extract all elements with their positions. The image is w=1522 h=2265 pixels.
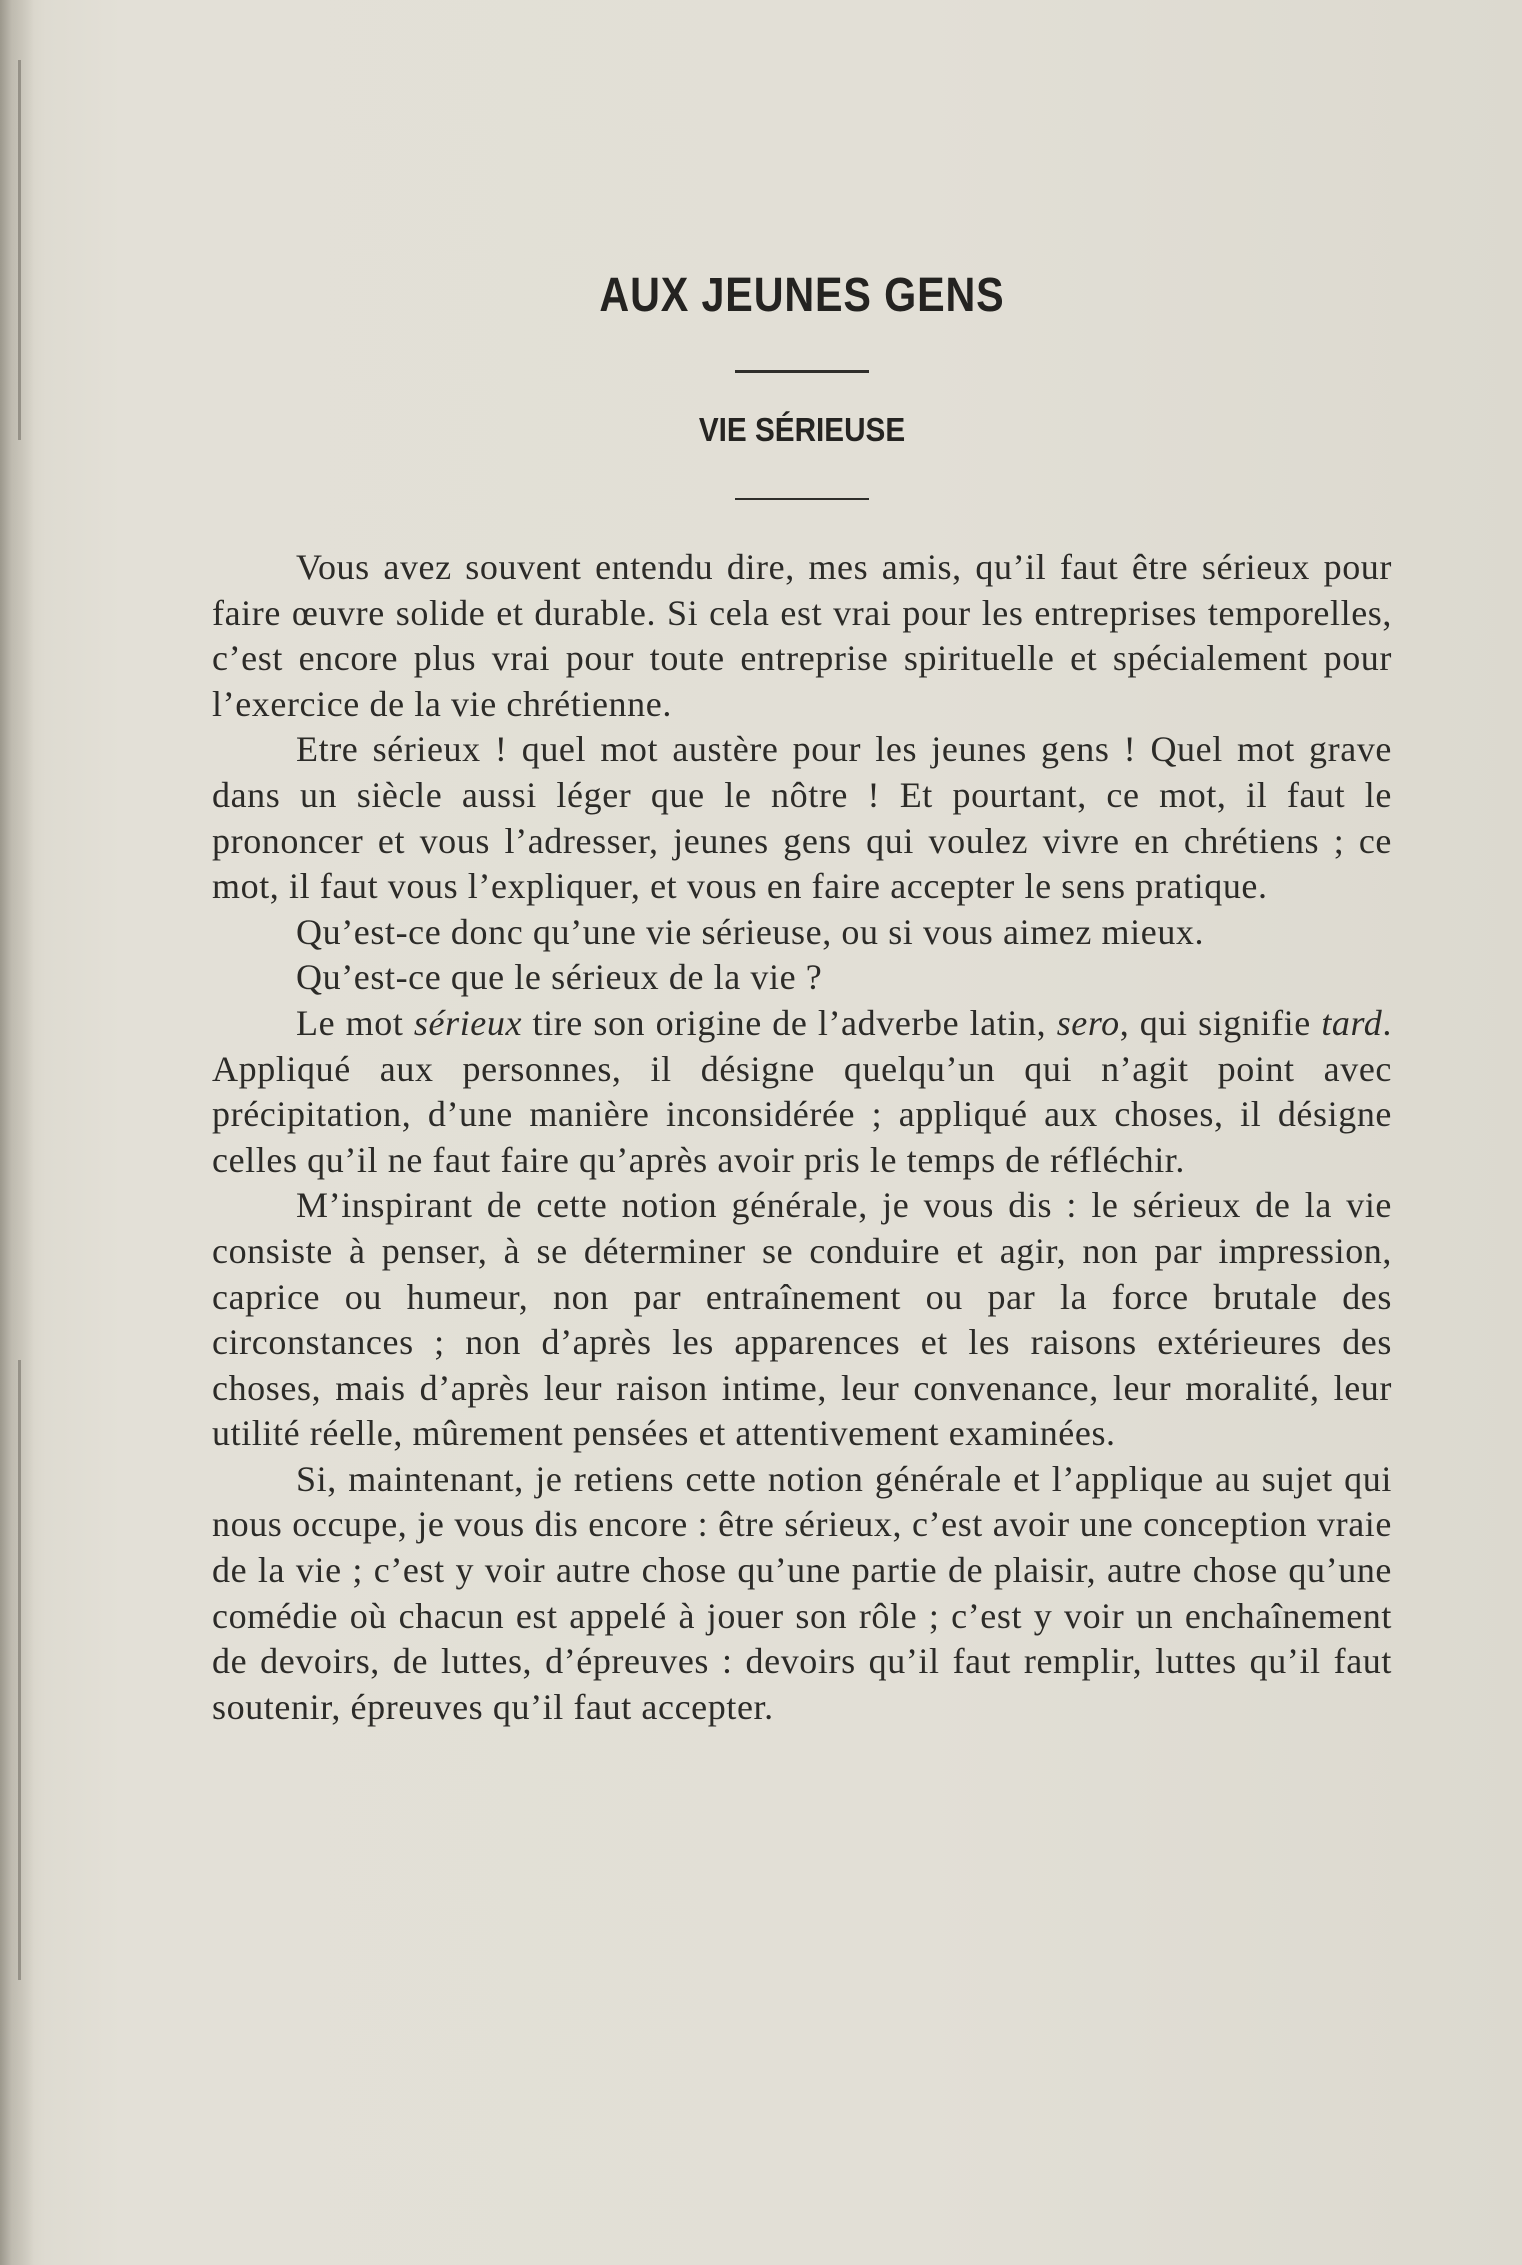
paragraph: Si, maintenant, je retiens cette notion générale et l’applique au sujet qui nous occupe, je vous dis encore : être sérieux, c’est avoir une conception vraie de la vie ; c’est y voir autre chose qu’une partie de plaisir, autre chose qu’une comédie où chacun est appelé à jouer son rôle ; c’est y voir un enchaînement de devoirs, de luttes, d’épreuves : devoirs qu’il faut remplir, luttes qu’il faut soutenir, épreuves qu’il faut accepter. [212, 1458, 1392, 1727]
section-heading: VIE SÉRIEUSE [698, 411, 906, 448]
text-run: , qui signifie [1119, 1002, 1322, 1043]
paragraph: Qu’est-ce donc qu’une vie sérieuse, ou si vous aimez mieux. [296, 911, 1205, 952]
page-title: AUX JEUNES GENS [599, 269, 1005, 322]
paragraph: M’inspirant de cette notion générale, je vous dis : le sérieux de la vie consiste à penser, à se déterminer se conduire et agir, non par impression, caprice ou humeur, non par entraînement ou par la force brutale des circonstances ; non d’après les apparences et les raisons extérieures des choses, mais d’après leur raison intime, leur convenance, leur moralité, leur utilité réelle, mûrement pensées et attentivement examinées. [212, 1185, 1392, 1454]
paragraph: Etre sérieux ! quel mot austère pour les jeunes gens ! Quel mot grave dans un siècle aussi léger que le nôtre ! Et pourtant, ce mot, il faut le prononcer et vous l’adresser, jeunes gens qui voulez vivre en chrétiens ; ce mot, il faut vous l’expliquer, et vous en faire accepter le sens pratique. [212, 729, 1392, 907]
italic-term: sérieux [413, 1002, 523, 1043]
text-run: tire son origine de l’adverbe latin, [522, 1002, 1057, 1043]
paragraph: Qu’est-ce que le sérieux de la vie ? [296, 957, 823, 998]
spine-edge-line [18, 1360, 21, 1980]
spine-edge-line [18, 60, 21, 440]
text-run: Le mot [296, 1002, 414, 1043]
paragraph: Vous avez souvent entendu dire, mes amis, qu’il faut être sérieux pour faire œuvre solide et durable. Si cela est vrai pour les entreprises temporelles, c’est encore plus vrai pour toute entreprise spirituelle et spécialement pour l’exercice de la vie chrétienne. [212, 547, 1392, 724]
section-divider [735, 498, 869, 500]
italic-term: sero [1056, 1002, 1120, 1043]
page-spine-shadow [0, 0, 34, 2265]
text-run: . Appliqué aux personnes, il désigne quelqu’un qui n’agit point avec précipitation, d’une manière inconsidérée ; appliqué aux choses, il désigne celles qu’il ne faut faire qu’après avoir pris le temps de réfléchir. [212, 1002, 1392, 1180]
title-divider [735, 370, 869, 373]
italic-term: tard [1321, 1002, 1383, 1043]
paragraph [212, 1001, 1392, 1183]
page-text-block [212, 250, 1392, 1730]
body-text [212, 545, 1392, 1730]
